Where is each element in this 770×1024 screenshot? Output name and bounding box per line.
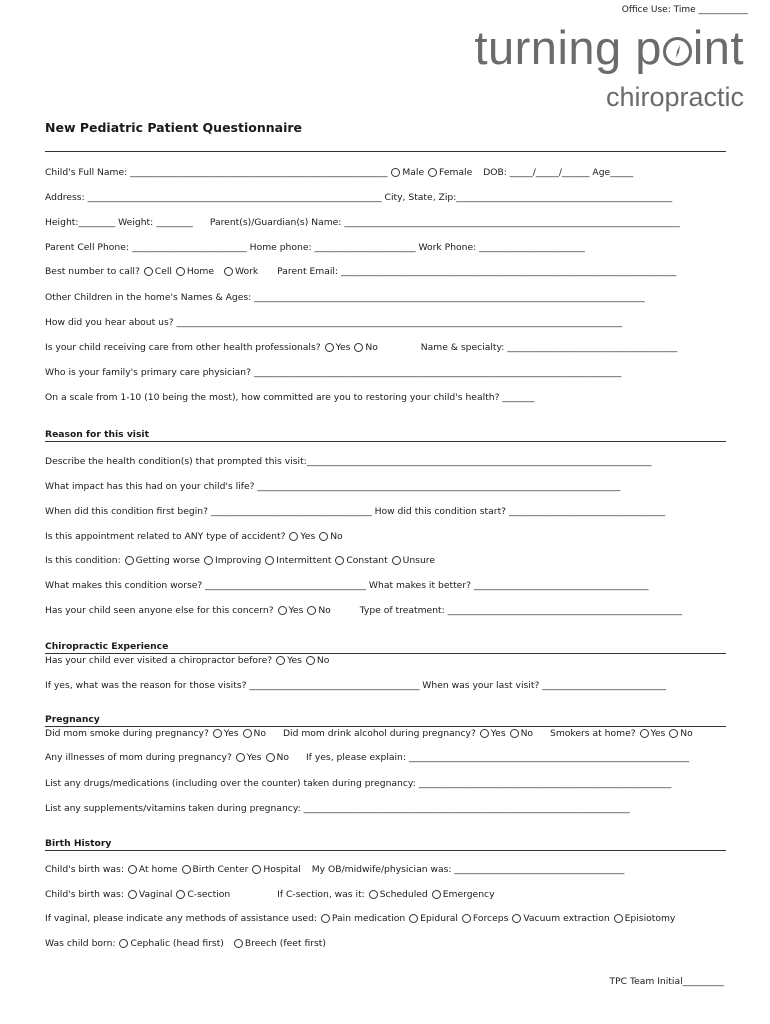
compass-icon (663, 37, 692, 66)
yes-label: Yes (490, 728, 506, 739)
at-home-radio[interactable] (128, 865, 137, 874)
cephalic-radio[interactable] (119, 939, 128, 948)
option-label: Scheduled (379, 889, 428, 900)
visit-reason-field[interactable]: If yes, what was the reason for those visits? _____________________________________ When was your last visit? ___________________________ (45, 680, 667, 691)
yes-label: Yes (287, 655, 302, 666)
logo (474, 21, 744, 74)
no-label: No (365, 342, 378, 353)
yes-label: Yes (288, 605, 304, 616)
birth-was-label: Child's birth was: (45, 889, 124, 900)
yes-label: Yes (246, 752, 262, 763)
team-initial-field[interactable]: TPC Team Initial_________ (609, 976, 724, 987)
option-label: Vacuum extraction (523, 913, 610, 924)
address-field[interactable]: Address: ________________________________________________________________ City, State, Zip:_______________________________________________ (45, 192, 673, 203)
explain-field[interactable]: If yes, please explain: _____________________________________________________________ (305, 752, 690, 763)
option-label: Hospital (263, 864, 301, 875)
vacuum-radio[interactable] (512, 914, 521, 923)
commitment-scale-field[interactable]: On a scale from 1-10 (10 being the most), how committed are you to restoring your child's health? _______ (45, 392, 535, 403)
child-name-row (45, 167, 633, 178)
home-radio[interactable] (176, 267, 185, 276)
constant-radio[interactable] (335, 556, 344, 565)
alcohol-no-radio[interactable] (510, 729, 519, 738)
option-label: Birth Center (192, 864, 249, 875)
option-label: Unsure (402, 555, 436, 566)
pain-medication-radio[interactable] (321, 914, 330, 923)
work-label: Work (234, 266, 259, 277)
option-label: Intermittent (276, 555, 332, 566)
illness-yes-radio[interactable] (236, 753, 245, 762)
getting-worse-radio[interactable] (125, 556, 134, 565)
seen-anyone-label: Has your child seen anyone else for this concern? (45, 605, 274, 616)
page-title: New Pediatric Patient Questionnaire (45, 120, 303, 135)
height-weight-field[interactable]: Height:________ Weight: ________ (45, 217, 193, 228)
option-label: Forceps (472, 913, 509, 924)
office-use-time: Office Use: Time ___________ (621, 5, 748, 15)
illness-no-radio[interactable] (266, 753, 275, 762)
other-care-row (45, 342, 677, 353)
birth-center-radio[interactable] (182, 865, 191, 874)
option-label: Constant (346, 555, 388, 566)
born-label: Was child born: (45, 938, 116, 949)
female-label: Female (439, 167, 473, 178)
divider (45, 653, 726, 654)
impact-field[interactable]: What impact has this had on your child's life? _______________________________________________________________________________ (45, 481, 621, 492)
parents-field[interactable]: Parent(s)/Guardian(s) Name: _________________________________________________________________________ (209, 217, 680, 228)
home-label: Home (186, 266, 215, 277)
emergency-radio[interactable] (432, 890, 441, 899)
hospital-radio[interactable] (252, 865, 261, 874)
assist-label: If vaginal, please indicate any methods of assistance used: (45, 913, 317, 924)
no-label: No (318, 605, 331, 616)
first-begin-field[interactable]: When did this condition first begin? ___________________________________ How did this condition start? __________________________________ (45, 506, 666, 517)
name-specialty-field[interactable]: Name & specialty: _____________________________________ (420, 342, 678, 353)
illness-label: Any illnesses of mom during pregnancy? (45, 752, 232, 763)
worse-better-field[interactable]: What makes this condition worse? ___________________________________ What makes it better? ______________________________________ (45, 580, 649, 591)
height-weight-row (45, 217, 680, 228)
option-label: Breech (feet first) (244, 938, 326, 949)
seen-no-radio[interactable] (307, 606, 316, 615)
unsure-radio[interactable] (392, 556, 401, 565)
smoke-row (45, 728, 693, 739)
logo-text: turning p (474, 21, 662, 74)
birth-type-row (45, 889, 495, 900)
no-label: No (520, 728, 534, 739)
yes-label: Yes (300, 531, 316, 542)
condition-row (45, 555, 435, 566)
logo-subtitle: chiropractic (605, 82, 744, 112)
best-number-row (45, 266, 676, 277)
other-care-label: Is your child receiving care from other health professionals? (45, 342, 321, 353)
male-radio[interactable] (391, 168, 400, 177)
alcohol-label: Did mom drink alcohol during pregnancy? (282, 728, 476, 739)
female-radio[interactable] (428, 168, 437, 177)
other-care-no-radio[interactable] (354, 343, 363, 352)
work-radio[interactable] (224, 267, 233, 276)
smoke-no-radio[interactable] (243, 729, 252, 738)
no-label: No (680, 728, 693, 739)
option-label: At home (138, 864, 178, 875)
no-label: No (276, 752, 290, 763)
visited-yes-radio[interactable] (276, 656, 285, 665)
option-label: Pain medication (331, 913, 406, 924)
option-label: Epidural (420, 913, 458, 924)
smoke-yes-radio[interactable] (213, 729, 222, 738)
other-care-yes-radio[interactable] (325, 343, 334, 352)
smokers-no-radio[interactable] (669, 729, 678, 738)
option-label: Episiotomy (624, 913, 676, 924)
child-name-field[interactable]: Child's Full Name: ________________________________________________________ (45, 167, 391, 178)
parent-email-field[interactable]: Parent Email: _________________________________________________________________________ (277, 266, 677, 277)
smoke-label: Did mom smoke during pregnancy? (45, 728, 209, 739)
epidural-radio[interactable] (409, 914, 418, 923)
divider (45, 726, 726, 727)
option-label: Vaginal (138, 889, 173, 900)
forceps-radio[interactable] (462, 914, 471, 923)
c-section-radio[interactable] (176, 890, 185, 899)
seen-yes-radio[interactable] (278, 606, 287, 615)
divider (45, 151, 726, 152)
seen-anyone-row (45, 605, 682, 616)
logo-text-rest: int (692, 21, 744, 74)
birth-was-label: Child's birth was: (45, 864, 124, 875)
chiro-section-header: Chiropractic Experience (45, 641, 169, 652)
yes-label: Yes (650, 728, 666, 739)
option-label: Cephalic (head first) (130, 938, 224, 949)
pregnancy-section-header: Pregnancy (45, 714, 100, 725)
birth-place-row (45, 864, 624, 875)
born-row (45, 938, 326, 949)
accident-no-radio[interactable] (319, 532, 328, 541)
no-label: No (330, 531, 343, 542)
best-number-label: Best number to call? (45, 266, 140, 277)
illness-row (45, 752, 689, 763)
describe-field[interactable]: Describe the health condition(s) that prompted this visit:___________________________________________________________________________ (45, 456, 652, 467)
breech-radio[interactable] (234, 939, 243, 948)
option-label: Getting worse (135, 555, 201, 566)
accident-yes-radio[interactable] (289, 532, 298, 541)
phone-field[interactable]: Parent Cell Phone: _________________________ Home phone: ______________________ Work Phone: _______________________ (45, 242, 585, 253)
alcohol-yes-radio[interactable] (480, 729, 489, 738)
scheduled-radio[interactable] (369, 890, 378, 899)
divider (45, 850, 726, 851)
yes-label: Yes (335, 342, 351, 353)
intermittent-radio[interactable] (265, 556, 274, 565)
accident-row (45, 531, 343, 542)
male-label: Male (402, 167, 425, 178)
drugs-field[interactable]: List any drugs/medications (including over the counter) taken during pregnancy: _______________________________________________________ (45, 778, 672, 789)
accident-label: Is this appointment related to ANY type of accident? (45, 531, 286, 542)
birth-section-header: Birth History (45, 838, 112, 849)
divider (45, 441, 726, 442)
primary-care-field[interactable]: Who is your family's primary care physician? ________________________________________________________________________________ (45, 367, 622, 378)
no-label: No (253, 728, 267, 739)
hear-about-field[interactable]: How did you hear about us? _________________________________________________________________________________________________ (45, 317, 623, 328)
cell-label: Cell (154, 266, 172, 277)
visited-row (45, 655, 329, 666)
csection-label: If C-section, was it: (277, 889, 365, 900)
vaginal-radio[interactable] (128, 890, 137, 899)
yes-label: Yes (223, 728, 239, 739)
improving-radio[interactable] (204, 556, 213, 565)
dob-field[interactable]: DOB: _____/_____/______ Age_____ (483, 167, 634, 178)
ob-field[interactable]: My OB/midwife/physician was: _____________________________________ (311, 864, 625, 875)
supplements-field[interactable]: List any supplements/vitamins taken during pregnancy: _______________________________________________________________________ (45, 803, 630, 814)
episiotomy-radio[interactable] (614, 914, 623, 923)
cell-radio[interactable] (144, 267, 153, 276)
treatment-field[interactable]: Type of treatment: ___________________________________________________ (359, 605, 682, 616)
other-children-field[interactable]: Other Children in the home's Names & Ages: _____________________________________________________________________________________ (45, 292, 645, 303)
option-label: Emergency (442, 889, 495, 900)
option-label: C-section (187, 889, 231, 900)
smokers-yes-radio[interactable] (640, 729, 649, 738)
condition-label: Is this condition: (45, 555, 121, 566)
smokers-label: Smokers at home? (549, 728, 636, 739)
no-label: No (316, 655, 330, 666)
reason-section-header: Reason for this visit (45, 429, 149, 440)
visited-label: Has your child ever visited a chiropractor before? (45, 655, 273, 666)
assist-row (45, 913, 675, 924)
visited-no-radio[interactable] (306, 656, 315, 665)
option-label: Improving (215, 555, 262, 566)
